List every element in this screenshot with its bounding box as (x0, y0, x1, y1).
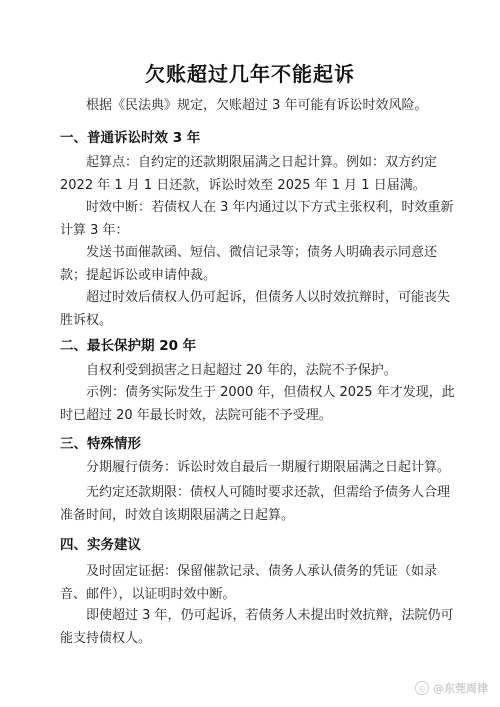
section-1-paragraph-4: 超过时效后债权人仍可起诉，但债务人以时效抗辩时，可能丧失胜诉权。 (60, 290, 451, 328)
watermark (415, 680, 488, 696)
section-2-paragraph-1: 自权利受到损害之日起超过 20 年的，法院不予保护。 (86, 363, 397, 378)
section-1-paragraph-3: 发送书面催款函、短信、微信记录等；债务人明确表示同意还款；提起诉讼或申请仲裁。 (60, 245, 438, 283)
section-heading-4: 四、实务建议 (60, 537, 141, 553)
section-heading-1: 一、普通诉讼时效 3 年 (60, 130, 201, 146)
section-1-paragraph-1: 起算点：自约定的还款期限届满之日起计算。例如：双方约定 2022 年 1 月 1 日还款，诉讼时效至 2025 年 1 月 1 日届满。 (60, 155, 438, 193)
section-heading-3: 三、特殊情形 (60, 436, 141, 452)
section-3-paragraph-2: 无约定还款期限：债权人可随时要求还款，但需给予债务人合理准备时间，时效自该期限届满之日起算。 (60, 485, 451, 523)
section-1-paragraph-2: 时效中断：若债权人在 3 年内通过以下方式主张权利，时效重新计算 3 年： (60, 200, 454, 238)
section-4-paragraph-1: 及时固定证据：保留催款记录、债务人承认债务的凭证（如录音、邮件），以证明时效中断。 (60, 564, 438, 602)
document-title: 欠账超过几年不能起诉 (145, 62, 355, 86)
section-2-paragraph-2: 示例：债务实际发生于 2000 年，但债权人 2025 年才发现，此时已超过 20 年最长时效，法院可能不予受理。 (60, 385, 455, 423)
watermark-logo-icon: ◎ (415, 681, 429, 695)
watermark-text: @东莞周律 (433, 682, 488, 695)
intro-paragraph: 根据《民法典》规定，欠账超过 3 年可能有诉讼时效风险。 (86, 98, 428, 113)
section-3-paragraph-1: 分期履行债务：诉讼时效自最后一期履行期限届满之日起计算。 (86, 460, 451, 475)
section-heading-2: 二、最长保护期 20 年 (60, 338, 197, 354)
section-4-paragraph-2: 即使超过 3 年，仍可起诉，若债务人未提出时效抗辩，法院仍可能支持债权人。 (60, 608, 454, 646)
